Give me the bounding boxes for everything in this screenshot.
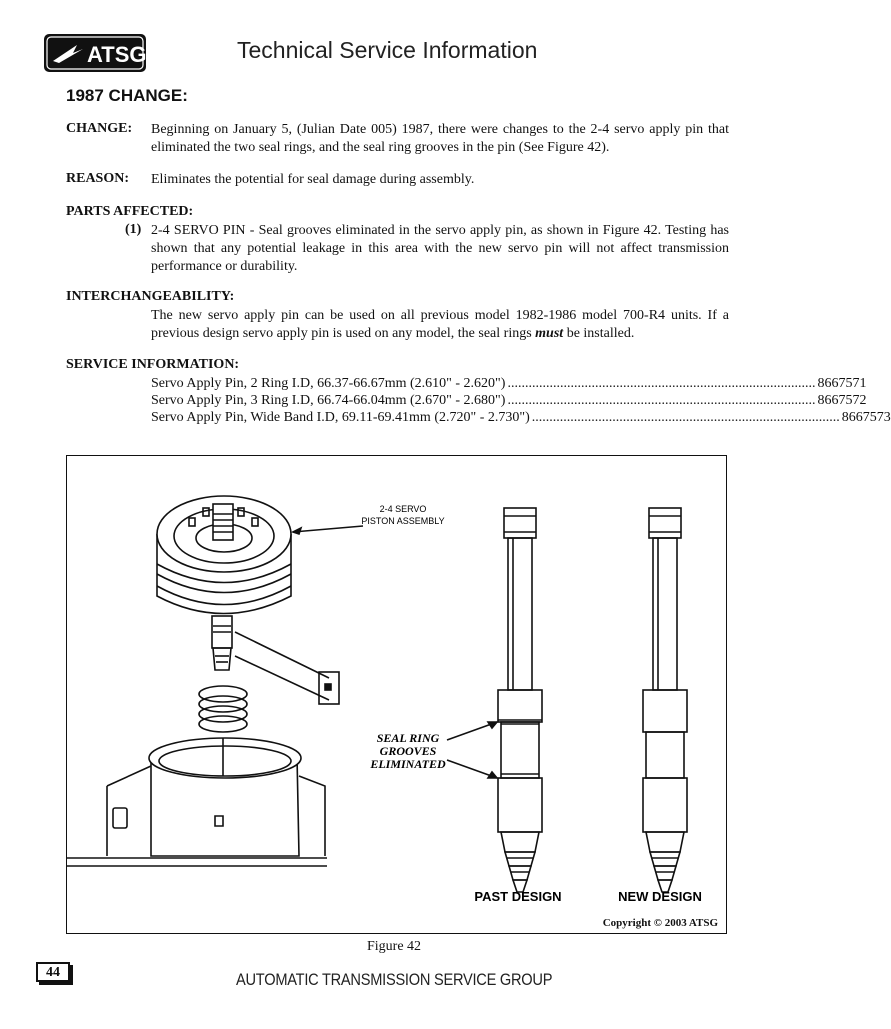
logo-text: ATSG xyxy=(87,42,147,67)
section-heading: 1987 CHANGE: xyxy=(66,86,188,105)
retaining-clip-detail xyxy=(235,632,339,704)
seal-label-line2: GROOVES xyxy=(379,744,437,758)
copyright-notice: Copyright © 2003 ATSG xyxy=(602,917,718,929)
parts-affected-text: 2-4 SERVO PIN - Seal grooves eliminated in the servo apply pin, as shown in Figure 42. Testing has shown that any potential leakage in this area with the new servo pin will not affect transmission performance or durability. xyxy=(151,223,729,274)
past-design-label: PAST DESIGN xyxy=(474,889,562,904)
service-part-number: 8667573 xyxy=(841,410,891,425)
reason-text: Eliminates the potential for seal damage during assembly. xyxy=(151,172,475,187)
servo-piston xyxy=(157,496,291,614)
figure-42-frame xyxy=(66,455,727,934)
new-design-label: NEW DESIGN xyxy=(618,889,702,904)
service-part-description: Servo Apply Pin, 2 Ring I.D, 66.37-66.67mm (2.610" - 2.620") xyxy=(151,376,506,391)
service-part-row xyxy=(151,375,867,392)
interchangeability-emphasis: must xyxy=(535,326,564,341)
service-part-number: 8667572 xyxy=(817,393,867,408)
leader-dots: ........................................................................................ xyxy=(507,376,816,391)
interchangeability-text-after: be installed. xyxy=(563,326,635,341)
leader-dots: ........................................................................................ xyxy=(507,393,816,408)
servo-leader-line xyxy=(293,526,363,532)
change-label: CHANGE: xyxy=(66,121,133,136)
figure-caption: Figure 42 xyxy=(367,939,422,954)
seal-label-line1: SEAL RING xyxy=(376,731,440,745)
past-design-pin xyxy=(498,508,542,892)
parts-item-number: (1) xyxy=(125,222,142,237)
service-part-number: 8667571 xyxy=(817,376,867,391)
servo-apply-pin-small xyxy=(212,616,232,670)
service-part-row xyxy=(151,409,891,426)
interchangeability-label: INTERCHANGEABILITY: xyxy=(66,289,235,304)
atsg-logo xyxy=(43,33,147,73)
service-parts-list xyxy=(151,375,891,426)
page-number: 44 xyxy=(36,962,70,982)
new-design-pin xyxy=(643,508,687,892)
servo-label-line2: PISTON ASSEMBLY xyxy=(361,516,445,526)
page-title: Technical Service Information xyxy=(237,37,538,63)
seal-label-line3: ELIMINATED xyxy=(370,757,446,771)
servo-illustration xyxy=(67,456,728,935)
service-part-row xyxy=(151,392,867,409)
service-information-label: SERVICE INFORMATION: xyxy=(66,357,240,372)
footer-title: AUTOMATIC TRANSMISSION SERVICE GROUP xyxy=(236,970,553,989)
interchangeability-text xyxy=(151,307,729,343)
parts-affected-label: PARTS AFFECTED: xyxy=(66,204,194,219)
interchangeability-text-before: The new servo apply pin can be used on all previous model 1982-1986 model 700-R4 units. If a previous design servo apply pin is used on any model, the seal rings xyxy=(151,308,729,341)
servo-label-line1: 2-4 SERVO xyxy=(379,504,427,514)
change-text: Beginning on January 5, (Julian Date 005) 1987, there were changes to the 2-4 servo apply pin that eliminated the two seal rings, and the seal ring grooves in the pin (See Figure 42). xyxy=(151,122,729,155)
service-part-description: Servo Apply Pin, 3 Ring I.D, 66.74-66.04mm (2.670" - 2.680") xyxy=(151,393,506,408)
reason-label: REASON: xyxy=(66,171,130,186)
servo-cover-housing xyxy=(67,738,327,866)
leader-dots: ........................................................................................ xyxy=(531,410,840,425)
service-part-description: Servo Apply Pin, Wide Band I.D, 69.11-69.41mm (2.720" - 2.730") xyxy=(151,410,530,425)
